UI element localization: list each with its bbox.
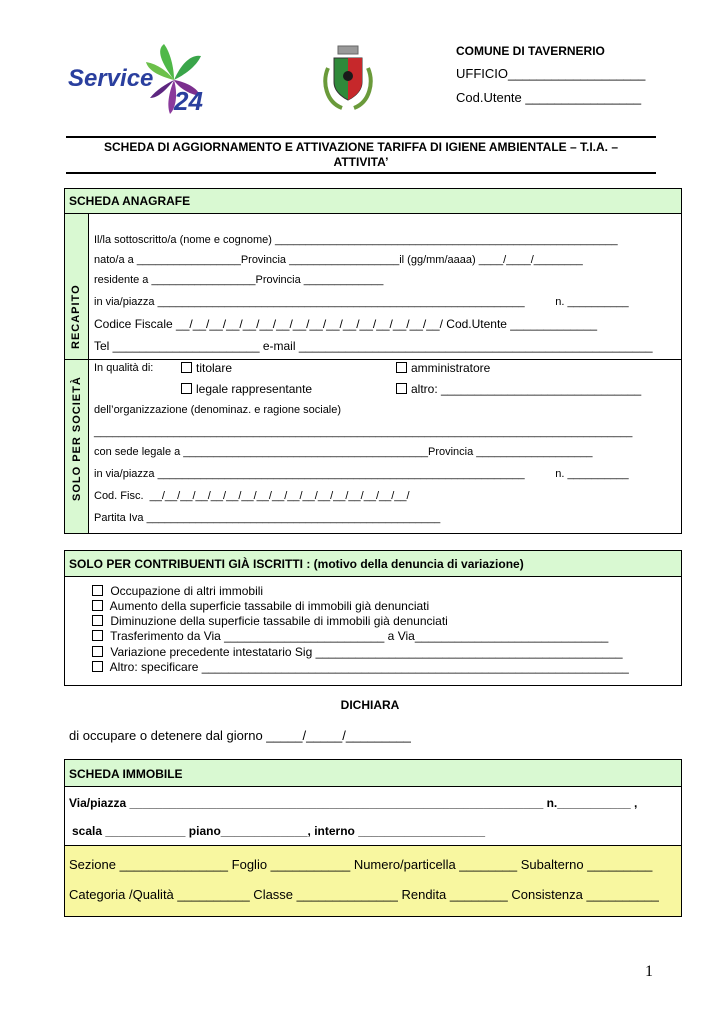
option-amministratore[interactable] bbox=[396, 361, 490, 375]
sede-legale-field[interactable]: con sede legale a ________________________________________Provincia ___________________ bbox=[94, 446, 593, 458]
intestatario-label: Variazione precedente intestatario Sig ______________________________________________ bbox=[110, 645, 623, 659]
cod-fisc-field[interactable]: Cod. Fisc. __/__/__/__/__/__/__/__/__/__/__/__/__/__/__/__/__/ bbox=[94, 490, 410, 502]
trasferimento-checkbox[interactable] bbox=[92, 630, 103, 641]
title-line1: SCHEDA DI AGGIORNAMENTO E ATTIVAZIONE TARIFFA DI IGIENE AMBIENTALE – T.I.A. – bbox=[103, 140, 619, 154]
variazione-trasferimento[interactable] bbox=[92, 629, 608, 643]
recapito-label: RECAPITO bbox=[70, 284, 82, 349]
coat-of-arms bbox=[322, 42, 374, 114]
legale-label: legale rappresentante bbox=[196, 382, 313, 396]
title-line2: ATTIVITA’ bbox=[333, 155, 389, 169]
comune-name: COMUNE DI TAVERNERIO bbox=[456, 44, 605, 58]
amministratore-label: amministratore bbox=[411, 361, 491, 375]
contribuenti-header bbox=[64, 550, 682, 577]
occupazione-checkbox[interactable] bbox=[92, 585, 103, 596]
titolare-label: titolare bbox=[196, 361, 233, 375]
recapito-nascita[interactable]: nato/a a _________________Provincia __________________il (gg/mm/aaaa) ____/____/________ bbox=[94, 254, 583, 266]
variazione-altro-label: Altro: specificare ________________________________________________________________ bbox=[109, 660, 629, 674]
variazione-aumento[interactable] bbox=[92, 599, 429, 613]
dichiara-heading: DICHIARA bbox=[340, 698, 400, 712]
anagrafe-header bbox=[64, 188, 682, 214]
option-legale[interactable] bbox=[181, 382, 312, 396]
recapito-tel-email[interactable]: Tel ______________________ e-mail _____________________________________________________ bbox=[94, 339, 653, 353]
societa-label: SOLO PER SOCIETÀ bbox=[71, 376, 83, 501]
crest-icon bbox=[325, 46, 370, 108]
immobile-categoria-field[interactable]: Categoria /Qualità __________ Classe ______________ Rendita ________ Consistenza __________ bbox=[69, 887, 659, 902]
titolare-checkbox[interactable] bbox=[181, 362, 192, 373]
immobile-sezione-field[interactable]: Sezione _______________ Foglio ___________ Numero/particella ________ Subalterno _________ bbox=[69, 857, 653, 872]
immobile-scala-field[interactable]: scala ____________ piano_____________, interno ___________________ bbox=[72, 824, 486, 838]
recapito-codice-fiscale[interactable]: Codice Fiscale __/__/__/__/__/__/__/__/__/__/__/__/__/__/__/__/ Cod.Utente _____________ bbox=[94, 317, 598, 331]
legale-checkbox[interactable] bbox=[181, 383, 192, 394]
diminuzione-label: Diminuzione della superficie tassabile di immobili già denunciati bbox=[110, 614, 448, 628]
altro-checkbox[interactable] bbox=[396, 383, 407, 394]
logo-text: Service bbox=[68, 65, 154, 92]
in-qualita-label: In qualità di: bbox=[94, 362, 154, 374]
diminuzione-checkbox[interactable] bbox=[92, 615, 103, 626]
trasferimento-label: Trasferimento da Via ________________________ a Via_____________________________ bbox=[110, 629, 609, 643]
intestatario-checkbox[interactable] bbox=[92, 646, 103, 657]
altro-label: altro: ______________________________ bbox=[411, 382, 642, 396]
contribuenti-heading: SOLO PER CONTRIBUENTI GIÀ ISCRITTI : (motivo della denuncia di variazione) bbox=[69, 557, 524, 571]
organizzazione-label: dell’organizzazione (denominaz. e ragione sociale) bbox=[94, 404, 342, 416]
logo-number: 24 bbox=[174, 86, 203, 116]
aumento-label: Aumento della superficie tassabile di immobili già denunciati bbox=[109, 599, 430, 613]
ufficio-field[interactable]: UFFICIO___________________ bbox=[456, 66, 646, 81]
aumento-checkbox[interactable] bbox=[92, 600, 103, 611]
partita-iva-field[interactable]: Partita Iva ________________________________________________ bbox=[94, 512, 441, 524]
immobile-header bbox=[64, 759, 682, 787]
variazione-intestatario[interactable] bbox=[92, 645, 623, 659]
immobile-catasto bbox=[64, 845, 682, 917]
anagrafe-heading: SCHEDA ANAGRAFE bbox=[69, 194, 191, 208]
recapito-via[interactable]: in via/piazza ____________________________________________________________ n. __________ bbox=[94, 296, 629, 308]
cod-utente-field[interactable]: Cod.Utente ________________ bbox=[456, 90, 642, 105]
immobile-heading: SCHEDA IMMOBILE bbox=[69, 767, 183, 781]
immobile-via-field[interactable]: Via/piazza ______________________________________________________________ n.___________ , bbox=[69, 796, 638, 810]
option-altro[interactable] bbox=[396, 382, 641, 396]
dichiara-data-field[interactable]: di occupare o detenere dal giorno _____/_____/_________ bbox=[69, 728, 411, 743]
variazione-altro[interactable] bbox=[92, 660, 629, 674]
recapito-nome[interactable]: Il/la sottoscritto/a (nome e cognome) ________________________________________________________ bbox=[94, 234, 618, 246]
variazione-diminuzione[interactable] bbox=[92, 614, 448, 628]
option-titolare[interactable] bbox=[181, 361, 232, 375]
amministratore-checkbox[interactable] bbox=[396, 362, 407, 373]
service24-logo bbox=[66, 42, 221, 122]
societa-via-field[interactable]: in via/piazza ____________________________________________________________ n. __________ bbox=[94, 468, 629, 480]
page-number: 1 bbox=[645, 963, 653, 980]
anagrafe-divider bbox=[65, 359, 682, 360]
organizzazione-field[interactable]: ________________________________________________________________________________________ bbox=[94, 426, 633, 438]
recapito-residenza[interactable]: residente a _________________Provincia _____________ bbox=[94, 274, 384, 286]
variazione-altro-checkbox[interactable] bbox=[92, 661, 103, 672]
occupazione-label: Occupazione di altri immobili bbox=[110, 584, 264, 598]
title-rule-top bbox=[66, 136, 656, 138]
variazione-occupazione[interactable] bbox=[92, 584, 263, 598]
title-rule-bottom bbox=[66, 172, 656, 174]
